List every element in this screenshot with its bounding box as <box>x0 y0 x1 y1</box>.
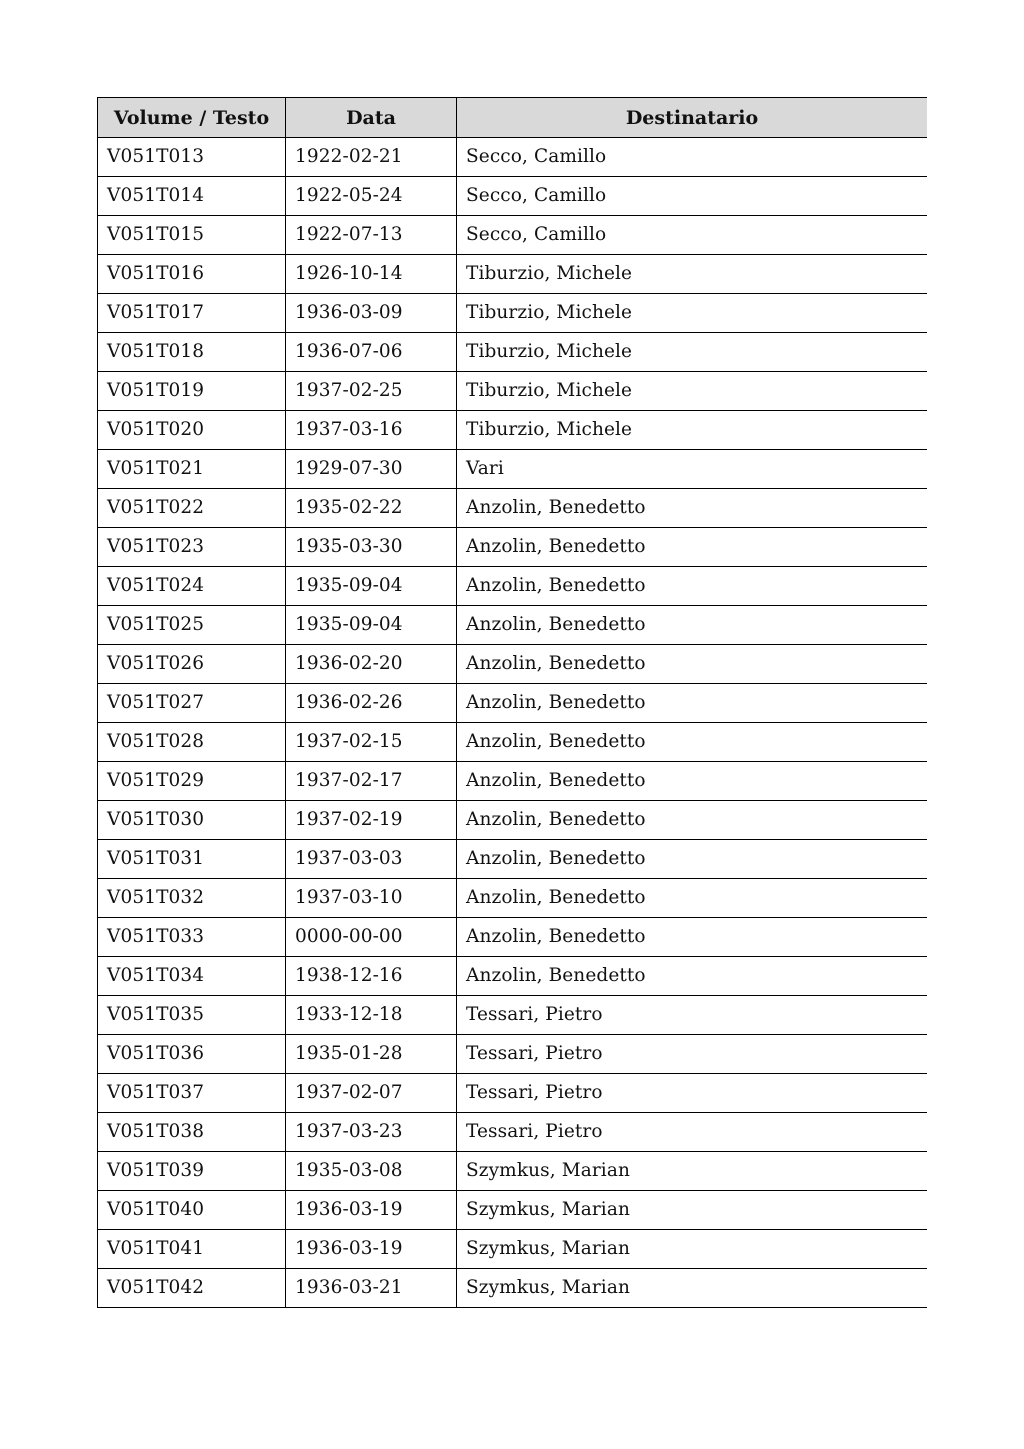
cell-destinatario: Anzolin, Benedetto <box>457 957 928 996</box>
cell-destinatario: Anzolin, Benedetto <box>457 801 928 840</box>
cell-destinatario: Tiburzio, Michele <box>457 372 928 411</box>
cell-destinatario: Tessari, Pietro <box>457 1035 928 1074</box>
table-row <box>98 684 928 723</box>
table-row <box>98 1191 928 1230</box>
cell-data: 1938-12-16 <box>286 957 457 996</box>
cell-volume-testo: V051T026 <box>98 645 286 684</box>
table-row <box>98 333 928 372</box>
cell-destinatario: Szymkus, Marian <box>457 1152 928 1191</box>
cell-data: 1933-12-18 <box>286 996 457 1035</box>
table-row <box>98 918 928 957</box>
cell-data: 1936-03-21 <box>286 1269 457 1308</box>
cell-data: 1936-02-26 <box>286 684 457 723</box>
table-row <box>98 1269 928 1308</box>
table-row <box>98 879 928 918</box>
cell-data: 1936-02-20 <box>286 645 457 684</box>
cell-volume-testo: V051T013 <box>98 138 286 177</box>
table-row <box>98 1230 928 1269</box>
cell-data: 1937-02-25 <box>286 372 457 411</box>
table-row <box>98 1035 928 1074</box>
cell-destinatario: Vari <box>457 450 928 489</box>
cell-destinatario: Tiburzio, Michele <box>457 294 928 333</box>
cell-volume-testo: V051T017 <box>98 294 286 333</box>
cell-data: 1922-02-21 <box>286 138 457 177</box>
column-header-volume-testo: Volume / Testo <box>98 98 286 138</box>
cell-destinatario: Szymkus, Marian <box>457 1269 928 1308</box>
cell-volume-testo: V051T016 <box>98 255 286 294</box>
cell-data: 1936-03-19 <box>286 1191 457 1230</box>
cell-destinatario: Szymkus, Marian <box>457 1230 928 1269</box>
cell-data: 1935-02-22 <box>286 489 457 528</box>
table-row <box>98 606 928 645</box>
column-header-data: Data <box>286 98 457 138</box>
document-page <box>97 97 927 1312</box>
table-body <box>98 138 928 1308</box>
cell-data: 1937-03-03 <box>286 840 457 879</box>
table-row <box>98 723 928 762</box>
cell-data: 1922-05-24 <box>286 177 457 216</box>
table-header <box>98 98 928 138</box>
cell-volume-testo: V051T022 <box>98 489 286 528</box>
cell-volume-testo: V051T020 <box>98 411 286 450</box>
cell-data: 1926-10-14 <box>286 255 457 294</box>
cell-data: 1935-09-04 <box>286 606 457 645</box>
cell-volume-testo: V051T025 <box>98 606 286 645</box>
cell-destinatario: Secco, Camillo <box>457 216 928 255</box>
cell-data: 1929-07-30 <box>286 450 457 489</box>
cell-volume-testo: V051T038 <box>98 1113 286 1152</box>
table-row <box>98 411 928 450</box>
cell-volume-testo: V051T037 <box>98 1074 286 1113</box>
cell-volume-testo: V051T036 <box>98 1035 286 1074</box>
cell-volume-testo: V051T042 <box>98 1269 286 1308</box>
cell-volume-testo: V051T018 <box>98 333 286 372</box>
cell-data: 1936-03-19 <box>286 1230 457 1269</box>
table-row <box>98 294 928 333</box>
table-row <box>98 177 928 216</box>
cell-destinatario: Anzolin, Benedetto <box>457 528 928 567</box>
table-row <box>98 1074 928 1113</box>
table-row <box>98 528 928 567</box>
table-row <box>98 801 928 840</box>
cell-data: 1937-02-15 <box>286 723 457 762</box>
cell-volume-testo: V051T032 <box>98 879 286 918</box>
cell-volume-testo: V051T019 <box>98 372 286 411</box>
letters-table <box>97 97 927 1308</box>
table-row <box>98 840 928 879</box>
cell-data: 1937-03-23 <box>286 1113 457 1152</box>
cell-volume-testo: V051T039 <box>98 1152 286 1191</box>
cell-data: 1935-03-08 <box>286 1152 457 1191</box>
cell-destinatario: Anzolin, Benedetto <box>457 489 928 528</box>
cell-volume-testo: V051T040 <box>98 1191 286 1230</box>
header-row <box>98 98 928 138</box>
cell-destinatario: Tessari, Pietro <box>457 1113 928 1152</box>
cell-volume-testo: V051T023 <box>98 528 286 567</box>
cell-destinatario: Tessari, Pietro <box>457 996 928 1035</box>
cell-destinatario: Tessari, Pietro <box>457 1074 928 1113</box>
cell-destinatario: Anzolin, Benedetto <box>457 684 928 723</box>
cell-volume-testo: V051T028 <box>98 723 286 762</box>
cell-destinatario: Tiburzio, Michele <box>457 255 928 294</box>
table-row <box>98 996 928 1035</box>
table-row <box>98 762 928 801</box>
cell-data: 1936-03-09 <box>286 294 457 333</box>
table-row <box>98 216 928 255</box>
cell-data: 1937-03-10 <box>286 879 457 918</box>
cell-volume-testo: V051T033 <box>98 918 286 957</box>
cell-data: 1937-02-07 <box>286 1074 457 1113</box>
cell-volume-testo: V051T034 <box>98 957 286 996</box>
cell-volume-testo: V051T021 <box>98 450 286 489</box>
table-row <box>98 1152 928 1191</box>
table-row <box>98 567 928 606</box>
table-row <box>98 138 928 177</box>
table-row <box>98 1113 928 1152</box>
cell-volume-testo: V051T031 <box>98 840 286 879</box>
cell-destinatario: Anzolin, Benedetto <box>457 723 928 762</box>
table-row <box>98 255 928 294</box>
cell-volume-testo: V051T035 <box>98 996 286 1035</box>
table-row <box>98 645 928 684</box>
cell-data: 0000-00-00 <box>286 918 457 957</box>
cell-destinatario: Anzolin, Benedetto <box>457 918 928 957</box>
cell-volume-testo: V051T027 <box>98 684 286 723</box>
cell-destinatario: Anzolin, Benedetto <box>457 879 928 918</box>
cell-destinatario: Szymkus, Marian <box>457 1191 928 1230</box>
cell-destinatario: Secco, Camillo <box>457 138 928 177</box>
cell-data: 1936-07-06 <box>286 333 457 372</box>
cell-destinatario: Anzolin, Benedetto <box>457 762 928 801</box>
cell-volume-testo: V051T030 <box>98 801 286 840</box>
cell-data: 1935-03-30 <box>286 528 457 567</box>
table-row <box>98 372 928 411</box>
cell-data: 1937-02-17 <box>286 762 457 801</box>
cell-data: 1922-07-13 <box>286 216 457 255</box>
cell-volume-testo: V051T029 <box>98 762 286 801</box>
table-row <box>98 450 928 489</box>
cell-data: 1937-02-19 <box>286 801 457 840</box>
cell-destinatario: Anzolin, Benedetto <box>457 840 928 879</box>
cell-destinatario: Anzolin, Benedetto <box>457 567 928 606</box>
cell-volume-testo: V051T015 <box>98 216 286 255</box>
column-header-destinatario: Destinatario <box>457 98 928 138</box>
cell-destinatario: Tiburzio, Michele <box>457 411 928 450</box>
cell-destinatario: Anzolin, Benedetto <box>457 606 928 645</box>
cell-volume-testo: V051T024 <box>98 567 286 606</box>
table-row <box>98 489 928 528</box>
cell-volume-testo: V051T014 <box>98 177 286 216</box>
cell-destinatario: Anzolin, Benedetto <box>457 645 928 684</box>
table-row <box>98 957 928 996</box>
cell-data: 1935-01-28 <box>286 1035 457 1074</box>
cell-volume-testo: V051T041 <box>98 1230 286 1269</box>
cell-data: 1937-03-16 <box>286 411 457 450</box>
cell-destinatario: Tiburzio, Michele <box>457 333 928 372</box>
cell-data: 1935-09-04 <box>286 567 457 606</box>
cell-destinatario: Secco, Camillo <box>457 177 928 216</box>
